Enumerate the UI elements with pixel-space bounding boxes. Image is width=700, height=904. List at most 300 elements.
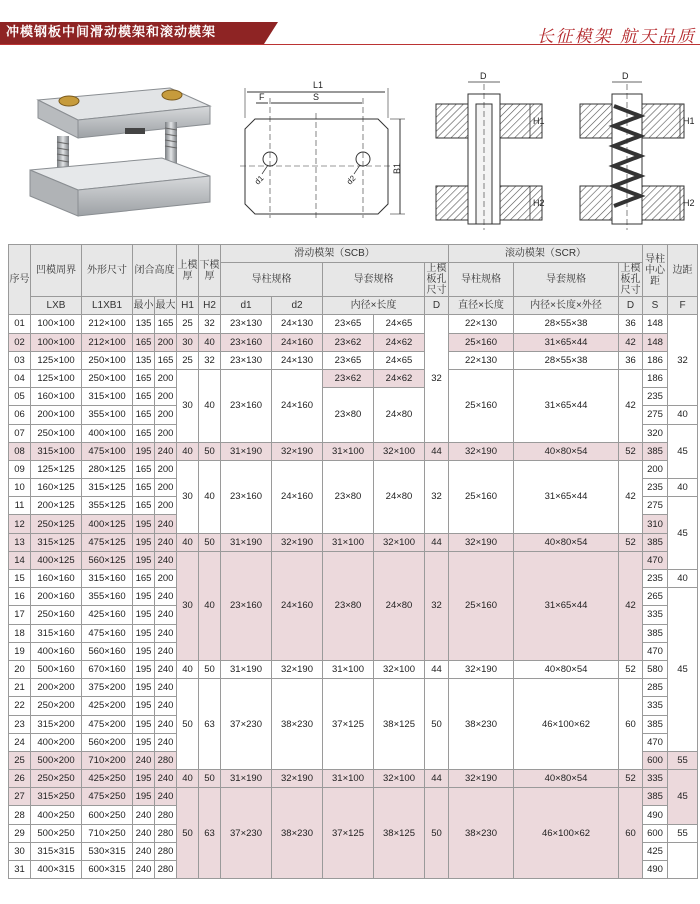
table-cell: 195 — [133, 515, 155, 533]
table-cell: 23×62 — [323, 369, 374, 387]
table-cell: 240 — [155, 624, 177, 642]
table-cell: 195 — [133, 642, 155, 660]
table-cell: 670×160 — [82, 660, 133, 678]
table-cell: 24×160 — [272, 369, 323, 442]
col-closed-height: 闭合高度 — [133, 245, 177, 297]
table-cell: 250×125 — [31, 515, 82, 533]
table-row — [9, 442, 698, 460]
table-cell: 490 — [643, 861, 668, 879]
table-cell: 425×200 — [82, 697, 133, 715]
table-cell: 195 — [133, 588, 155, 606]
table-cell: 200 — [155, 369, 177, 387]
table-cell: 355×125 — [82, 497, 133, 515]
table-cell: 32×190 — [272, 660, 323, 678]
sub-l1xb1: L1XB1 — [82, 297, 133, 315]
table-cell: 30 — [177, 460, 199, 533]
table-cell: 530×315 — [82, 842, 133, 860]
table-cell: 195 — [133, 733, 155, 751]
table-cell: 600 — [643, 751, 668, 769]
dim-h2-label: H2 — [533, 198, 545, 208]
table-cell: 250×100 — [82, 369, 133, 387]
table-cell: 195 — [133, 770, 155, 788]
table-row — [9, 679, 698, 697]
table-cell: 37×230 — [221, 679, 272, 770]
table-cell: 45 — [668, 770, 698, 825]
table-cell: 240 — [133, 824, 155, 842]
table-cell: 03 — [9, 351, 31, 369]
table-cell: 24×62 — [374, 333, 425, 351]
table-cell: 186 — [643, 351, 668, 369]
table-cell: 240 — [155, 551, 177, 569]
table-cell: 470 — [643, 733, 668, 751]
table-cell: 32×190 — [272, 442, 323, 460]
table-cell: 40 — [668, 406, 698, 424]
table-cell: 165 — [155, 315, 177, 333]
table-cell — [668, 842, 698, 878]
table-cell: 50 — [199, 770, 221, 788]
table-cell: 315×250 — [31, 788, 82, 806]
col-seq: 序号 — [9, 245, 31, 315]
table-cell: 265 — [643, 588, 668, 606]
table-cell: 40 — [668, 479, 698, 497]
table-cell: 24×65 — [374, 351, 425, 369]
table-cell: 240 — [155, 588, 177, 606]
table-cell: 40×80×54 — [514, 442, 619, 460]
dim-d1-label: d1 — [252, 173, 266, 187]
table-cell: 240 — [155, 642, 177, 660]
table-cell: 100×100 — [31, 315, 82, 333]
table-cell: 31×65×44 — [514, 460, 619, 533]
dim-f-label: F — [259, 92, 265, 102]
table-cell: 425 — [643, 842, 668, 860]
table-cell: 31×100 — [323, 442, 374, 460]
table-cell: 38×230 — [449, 788, 514, 879]
page-title: 冲模钢板中间滑动模架和滚动模架 — [0, 22, 264, 44]
table-cell: 42 — [619, 551, 643, 660]
table-cell: 200×160 — [31, 588, 82, 606]
table-cell: 31×190 — [221, 770, 272, 788]
table-row — [9, 533, 698, 551]
table-cell: 40 — [177, 442, 199, 460]
table-cell: 23×160 — [221, 460, 272, 533]
table-cell: 40 — [668, 570, 698, 588]
table-row — [9, 770, 698, 788]
table-cell: 23×65 — [323, 315, 374, 333]
dim-l1-label: L1 — [313, 80, 324, 90]
table-cell: 44 — [425, 533, 449, 551]
table-cell: 31×190 — [221, 533, 272, 551]
table-cell: 385 — [643, 715, 668, 733]
col-scr-hole: 上模板孔尺寸 — [620, 263, 641, 297]
table-cell: 400×125 — [31, 551, 82, 569]
table-cell: 29 — [9, 824, 31, 842]
sub-lxb: LXB — [31, 297, 82, 315]
col-group-scb: 滑动模架（SCB） — [221, 245, 449, 263]
table-cell: 240 — [133, 842, 155, 860]
table-cell: 355×100 — [82, 406, 133, 424]
table-cell: 315×125 — [31, 533, 82, 551]
dim-h2-label-rolling: H2 — [683, 198, 695, 208]
table-cell: 315×100 — [82, 388, 133, 406]
table-cell: 250×200 — [31, 697, 82, 715]
table-cell: 240 — [133, 806, 155, 824]
table-cell: 04 — [9, 369, 31, 387]
table-cell: 06 — [9, 406, 31, 424]
table-cell: 32×190 — [449, 660, 514, 678]
table-cell: 710×250 — [82, 824, 133, 842]
table-cell: 23×80 — [323, 460, 374, 533]
table-cell: 280 — [155, 806, 177, 824]
table-cell: 23×160 — [221, 333, 272, 351]
table-cell: 07 — [9, 424, 31, 442]
table-cell: 55 — [668, 824, 698, 842]
table-cell: 50 — [425, 788, 449, 879]
table-cell: 30 — [177, 551, 199, 660]
table-cell: 25×160 — [449, 333, 514, 351]
table-cell: 24×160 — [272, 551, 323, 660]
table-cell: 285 — [643, 679, 668, 697]
table-cell: 200×125 — [31, 497, 82, 515]
table-cell: 28×55×38 — [514, 351, 619, 369]
table-cell: 25 — [177, 315, 199, 333]
table-cell: 55 — [668, 751, 698, 769]
table-cell: 148 — [643, 333, 668, 351]
table-cell: 280 — [155, 824, 177, 842]
table-cell: 500×200 — [31, 751, 82, 769]
table-cell: 335 — [643, 606, 668, 624]
table-cell: 31×100 — [323, 770, 374, 788]
table-cell: 125×100 — [31, 351, 82, 369]
table-cell: 50 — [425, 679, 449, 770]
header — [0, 0, 700, 52]
table-cell: 31×190 — [221, 442, 272, 460]
table-cell: 500×160 — [31, 660, 82, 678]
table-cell: 31×65×44 — [514, 369, 619, 442]
table-cell: 37×125 — [323, 679, 374, 770]
table-cell: 355×160 — [82, 588, 133, 606]
table-cell: 23×130 — [221, 351, 272, 369]
table-row — [9, 369, 698, 387]
table-cell: 18 — [9, 624, 31, 642]
table-cell: 31 — [9, 861, 31, 879]
sliding-section-drawing — [436, 82, 542, 230]
table-cell: 32×190 — [449, 770, 514, 788]
table-cell: 200 — [155, 460, 177, 478]
table-cell: 19 — [9, 642, 31, 660]
table-cell: 16 — [9, 588, 31, 606]
table-cell: 200 — [155, 497, 177, 515]
col-scb-pillar: 导柱规格 — [221, 263, 323, 297]
table-cell: 32×100 — [374, 660, 425, 678]
table-cell: 240 — [133, 751, 155, 769]
table-cell: 24×80 — [374, 551, 425, 660]
table-cell: 05 — [9, 388, 31, 406]
table-cell: 275 — [643, 497, 668, 515]
table-cell: 42 — [619, 460, 643, 533]
col-upper-thick: 上模厚 — [177, 245, 199, 297]
col-scr-sleeve: 导套规格 — [514, 263, 619, 297]
table-cell: 165 — [133, 497, 155, 515]
table-cell: 280 — [155, 842, 177, 860]
table-cell: 01 — [9, 315, 31, 333]
table-cell: 200×200 — [31, 679, 82, 697]
table-cell: 200 — [155, 388, 177, 406]
table-cell: 50 — [199, 442, 221, 460]
table-cell: 45 — [668, 497, 698, 570]
table-cell: 45 — [668, 424, 698, 479]
table-cell: 250×100 — [31, 424, 82, 442]
table-cell: 32×190 — [449, 533, 514, 551]
table-cell: 42 — [619, 369, 643, 442]
table-cell: 38×125 — [374, 679, 425, 770]
table-cell: 165 — [133, 570, 155, 588]
table-cell: 22 — [9, 697, 31, 715]
table-cell: 315×125 — [82, 479, 133, 497]
table-cell: 195 — [133, 442, 155, 460]
table-cell: 63 — [199, 679, 221, 770]
table-cell: 400×315 — [31, 861, 82, 879]
spec-table-body — [9, 315, 698, 879]
table-cell: 385 — [643, 442, 668, 460]
table-cell: 500×250 — [31, 824, 82, 842]
table-cell: 195 — [133, 606, 155, 624]
dim-h1-label: H1 — [533, 116, 545, 126]
table-cell: 320 — [643, 424, 668, 442]
table-cell: 44 — [425, 660, 449, 678]
spec-table — [8, 244, 698, 879]
table-cell: 25×160 — [449, 460, 514, 533]
table-cell: 50 — [199, 533, 221, 551]
table-cell: 580 — [643, 660, 668, 678]
table-cell: 600×250 — [82, 806, 133, 824]
table-cell: 165 — [133, 388, 155, 406]
table-cell: 240 — [155, 606, 177, 624]
col-scr-pillar: 导柱规格 — [449, 263, 514, 297]
table-cell: 23×65 — [323, 351, 374, 369]
col-lower-thick: 下模厚 — [199, 245, 221, 297]
table-cell: 40×80×54 — [514, 770, 619, 788]
diagram-area — [0, 58, 700, 238]
table-cell: 560×200 — [82, 733, 133, 751]
table-cell: 21 — [9, 679, 31, 697]
table-cell: 40 — [177, 770, 199, 788]
table-cell: 200 — [155, 333, 177, 351]
table-cell: 40×80×54 — [514, 660, 619, 678]
table-cell: 28×55×38 — [514, 315, 619, 333]
table-cell: 42 — [619, 333, 643, 351]
table-cell: 315×160 — [82, 570, 133, 588]
table-cell: 25×160 — [449, 551, 514, 660]
table-cell: 12 — [9, 515, 31, 533]
sub-s: S — [643, 297, 668, 315]
sub-d-scr: D — [619, 297, 643, 315]
table-cell: 32 — [425, 551, 449, 660]
table-cell: 280 — [155, 751, 177, 769]
table-cell: 23×160 — [221, 551, 272, 660]
sub-max: 最大 — [155, 297, 177, 315]
table-cell: 235 — [643, 570, 668, 588]
sub-d2: d2 — [272, 297, 323, 315]
table-cell: 23×160 — [221, 369, 272, 442]
table-cell: 24×130 — [272, 315, 323, 333]
table-cell: 200 — [155, 570, 177, 588]
table-cell: 475×100 — [82, 442, 133, 460]
table-cell: 52 — [619, 442, 643, 460]
table-cell: 275 — [643, 406, 668, 424]
table-cell: 52 — [619, 770, 643, 788]
table-cell: 50 — [199, 660, 221, 678]
table-cell: 195 — [133, 660, 155, 678]
table-cell: 63 — [199, 788, 221, 879]
dim-d-label: D — [480, 71, 487, 81]
table-cell: 37×230 — [221, 788, 272, 879]
col-margin: 边距 — [668, 245, 698, 297]
table-cell: 50 — [177, 788, 199, 879]
table-cell: 148 — [643, 315, 668, 333]
col-scb-sleeve: 导套规格 — [323, 263, 425, 297]
table-cell: 195 — [133, 697, 155, 715]
table-cell: 475×250 — [82, 788, 133, 806]
table-cell: 22×130 — [449, 351, 514, 369]
table-cell: 20 — [9, 660, 31, 678]
table-cell: 375×200 — [82, 679, 133, 697]
table-cell: 46×100×62 — [514, 679, 619, 770]
table-cell: 38×230 — [272, 788, 323, 879]
table-cell: 32×100 — [374, 770, 425, 788]
table-cell: 40 — [199, 369, 221, 442]
table-cell: 425×250 — [82, 770, 133, 788]
table-cell: 600×315 — [82, 861, 133, 879]
table-row — [9, 460, 698, 478]
table-cell: 710×200 — [82, 751, 133, 769]
table-cell: 08 — [9, 442, 31, 460]
table-cell: 100×100 — [31, 333, 82, 351]
table-cell: 335 — [643, 770, 668, 788]
table-cell: 195 — [133, 715, 155, 733]
table-cell: 31×65×44 — [514, 551, 619, 660]
table-cell: 235 — [643, 388, 668, 406]
table-cell: 240 — [155, 788, 177, 806]
table-cell: 195 — [133, 533, 155, 551]
table-cell: 315×100 — [31, 442, 82, 460]
table-cell: 315×200 — [31, 715, 82, 733]
sub-d1: d1 — [221, 297, 272, 315]
dim-h1-label-rolling: H1 — [683, 116, 695, 126]
table-cell: 32×190 — [272, 770, 323, 788]
table-cell: 32×100 — [374, 533, 425, 551]
table-row — [9, 351, 698, 369]
table-cell: 165 — [155, 351, 177, 369]
table-cell: 160×100 — [31, 388, 82, 406]
table-cell: 160×160 — [31, 570, 82, 588]
table-cell: 23×80 — [323, 551, 374, 660]
table-cell: 40 — [199, 333, 221, 351]
table-cell: 165 — [133, 406, 155, 424]
col-cavity: 凹模周界 — [31, 245, 82, 297]
col-pillar-center: 导柱中心距 — [643, 245, 668, 297]
sub-inner-len: 内径×长度 — [323, 297, 425, 315]
table-cell: 240 — [155, 442, 177, 460]
table-cell: 32 — [425, 315, 449, 442]
table-cell: 470 — [643, 642, 668, 660]
table-cell: 212×100 — [82, 315, 133, 333]
table-cell: 125×100 — [31, 369, 82, 387]
table-cell: 10 — [9, 479, 31, 497]
table-cell: 44 — [425, 770, 449, 788]
col-outer: 外形尺寸 — [82, 245, 133, 297]
table-cell: 250×250 — [31, 770, 82, 788]
table-cell: 22×130 — [449, 315, 514, 333]
table-cell: 11 — [9, 497, 31, 515]
plan-view-drawing — [240, 88, 405, 220]
table-cell: 44 — [425, 442, 449, 460]
table-cell: 45 — [668, 588, 698, 752]
table-cell: 240 — [155, 697, 177, 715]
dim-d-label-rolling: D — [622, 71, 629, 81]
table-cell: 135 — [133, 351, 155, 369]
table-cell: 24×80 — [374, 460, 425, 533]
table-cell: 23×80 — [323, 388, 374, 443]
table-cell: 560×160 — [82, 642, 133, 660]
table-cell: 165 — [133, 369, 155, 387]
table-cell: 40 — [177, 660, 199, 678]
table-cell: 475×160 — [82, 624, 133, 642]
sub-d: D — [425, 297, 449, 315]
table-cell: 135 — [133, 315, 155, 333]
table-cell: 385 — [643, 788, 668, 806]
table-cell: 195 — [133, 679, 155, 697]
table-cell: 40 — [199, 551, 221, 660]
table-cell: 27 — [9, 788, 31, 806]
table-cell: 490 — [643, 806, 668, 824]
table-cell: 24×62 — [374, 369, 425, 387]
table-cell: 32 — [199, 351, 221, 369]
table-cell: 37×125 — [323, 788, 374, 879]
col-scb-hole: 上模板孔尺寸 — [426, 263, 447, 297]
table-cell: 17 — [9, 606, 31, 624]
table-cell: 240 — [155, 515, 177, 533]
sub-min: 最小 — [133, 297, 155, 315]
table-cell: 315×160 — [31, 624, 82, 642]
table-cell: 14 — [9, 551, 31, 569]
table-cell: 200 — [155, 479, 177, 497]
table-cell: 400×100 — [82, 424, 133, 442]
table-cell: 165 — [133, 424, 155, 442]
table-cell: 40×80×54 — [514, 533, 619, 551]
table-cell: 28 — [9, 806, 31, 824]
table-cell: 425×160 — [82, 606, 133, 624]
table-cell: 24 — [9, 733, 31, 751]
dim-s-label: S — [313, 92, 320, 102]
table-cell: 475×125 — [82, 533, 133, 551]
table-cell: 38×125 — [374, 788, 425, 879]
table-cell: 24×160 — [272, 333, 323, 351]
table-cell: 30 — [177, 333, 199, 351]
table-cell: 165 — [133, 460, 155, 478]
table-cell: 200 — [155, 406, 177, 424]
table-cell: 02 — [9, 333, 31, 351]
table-cell: 240 — [155, 715, 177, 733]
table-cell: 165 — [133, 479, 155, 497]
table-cell: 60 — [619, 679, 643, 770]
table-cell: 32×190 — [449, 442, 514, 460]
table-cell: 36 — [619, 351, 643, 369]
rolling-section-drawing — [580, 82, 684, 230]
table-cell: 165 — [133, 333, 155, 351]
table-cell: 25 — [9, 751, 31, 769]
sub-in-len-out: 内径×长度×外径 — [514, 297, 619, 315]
table-cell: 240 — [155, 679, 177, 697]
